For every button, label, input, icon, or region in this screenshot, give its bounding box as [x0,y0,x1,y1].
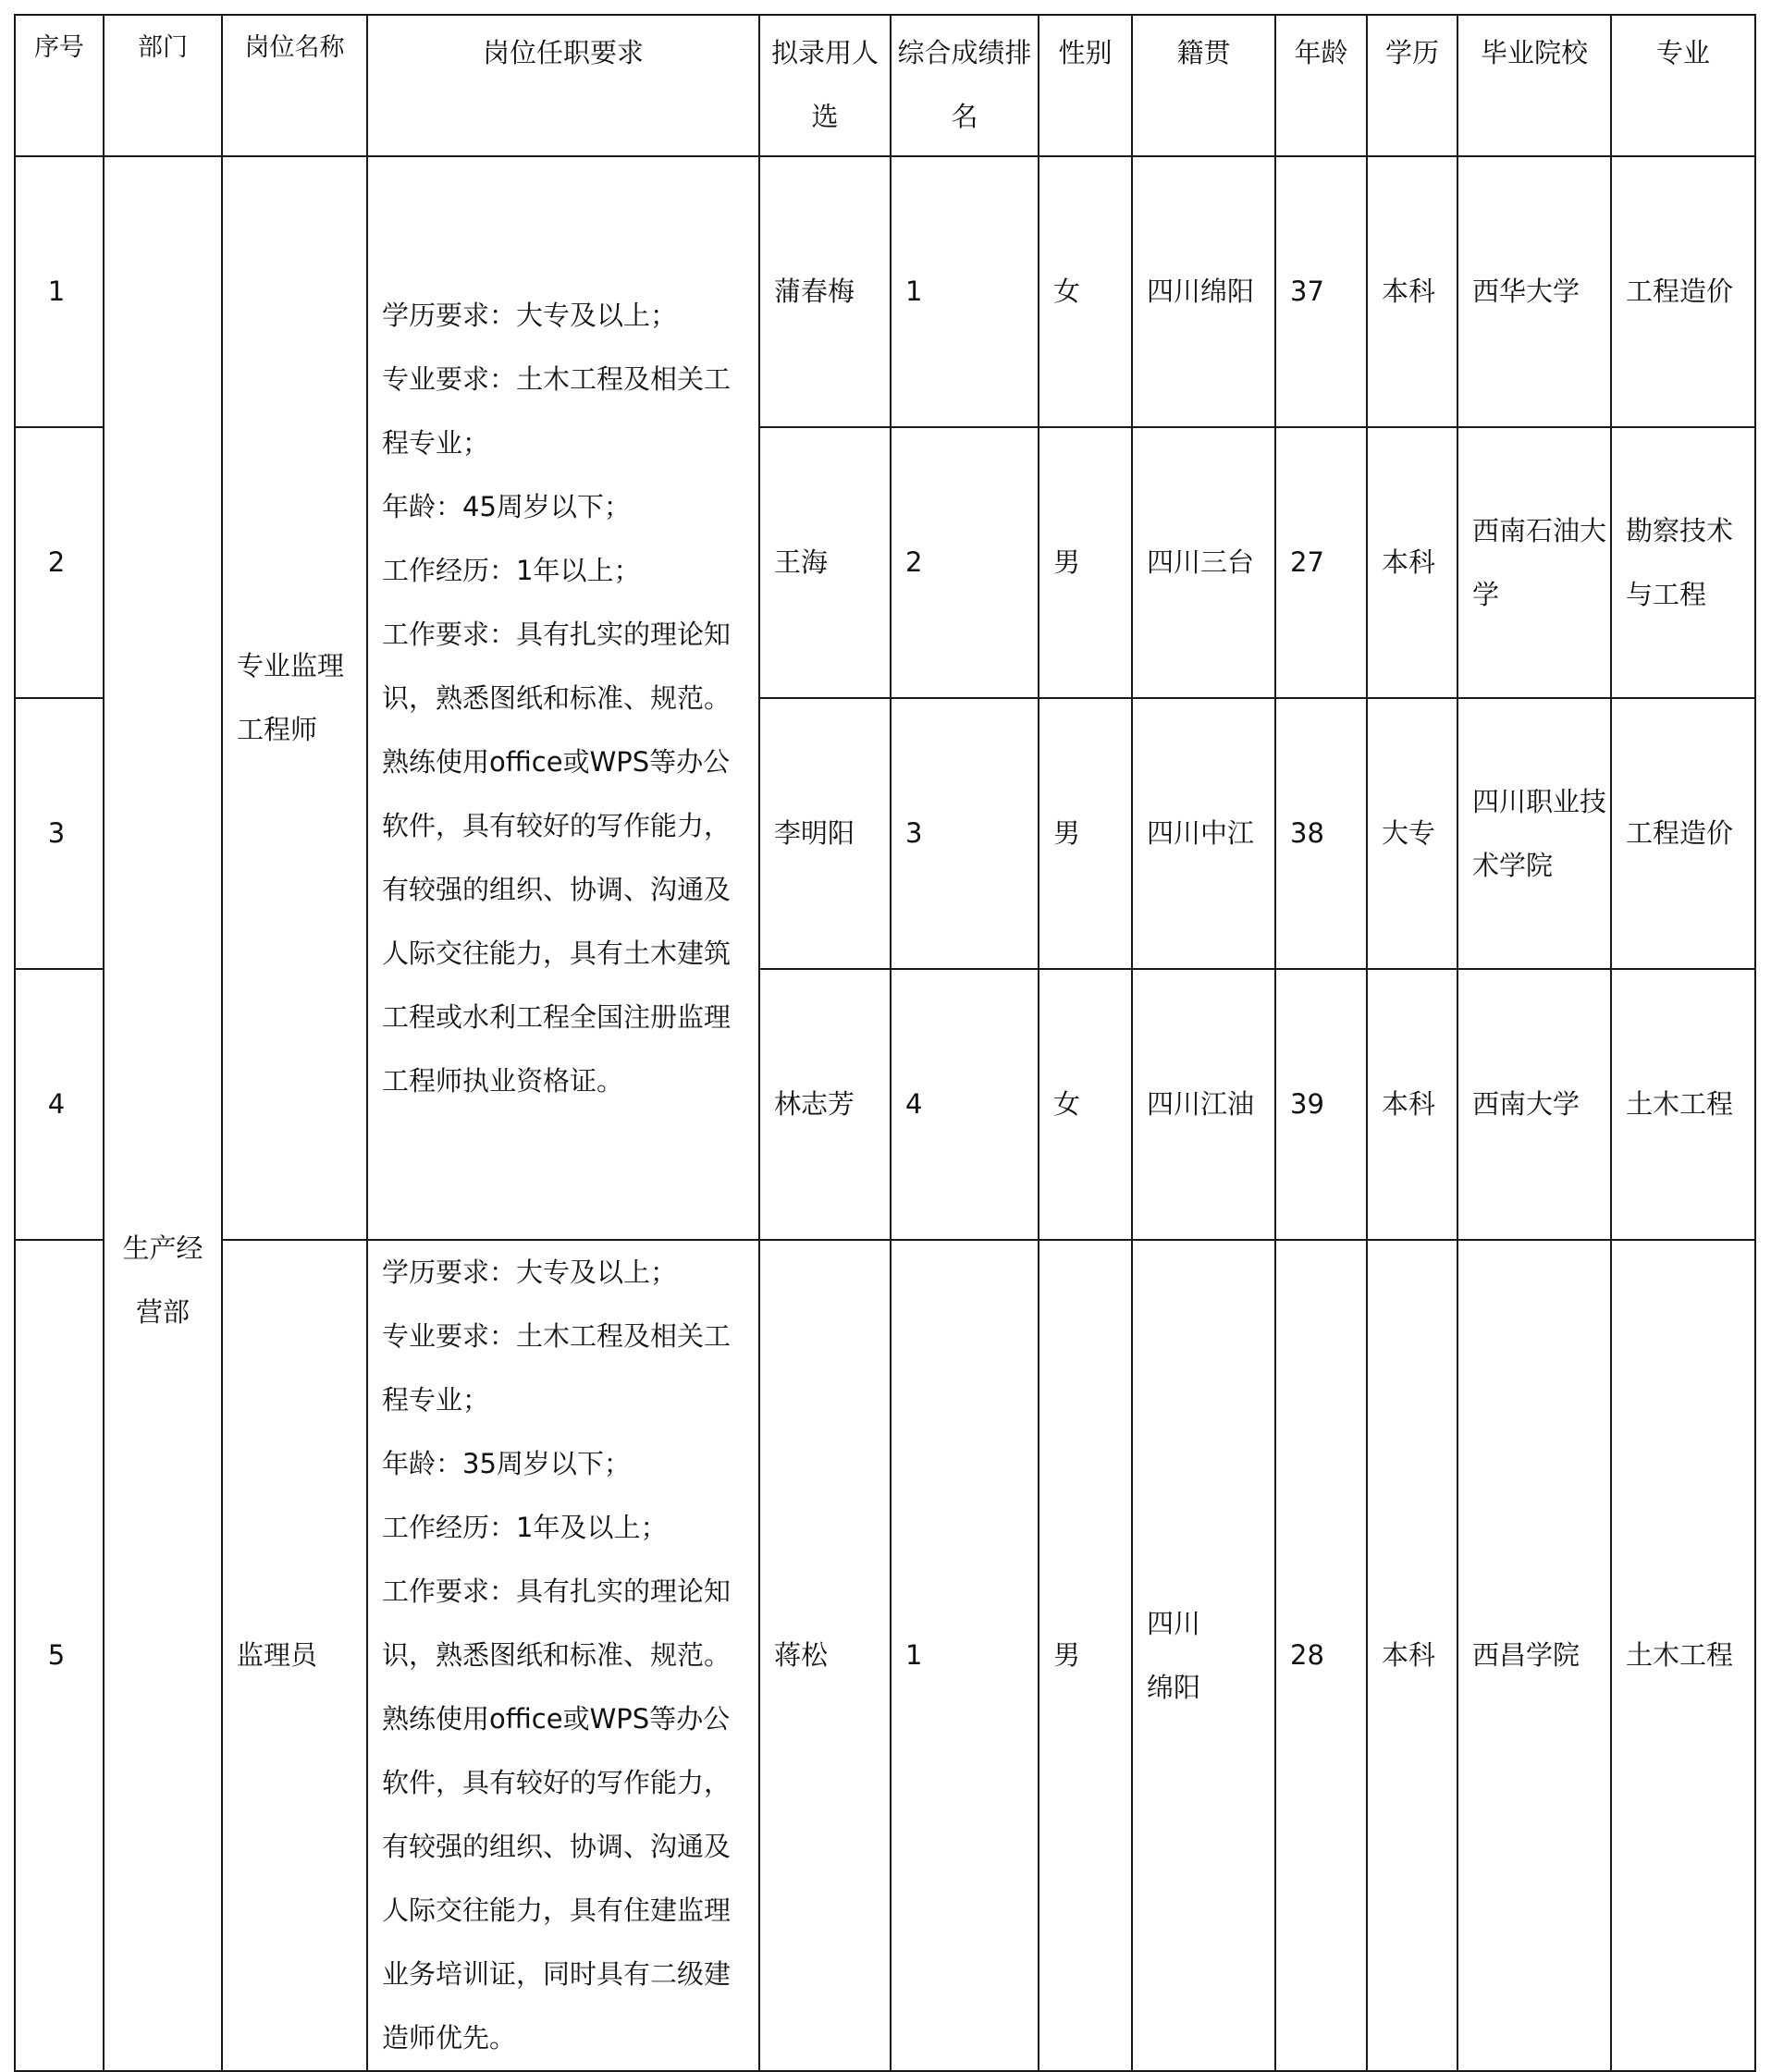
origin: 四川中江 [1132,698,1275,969]
origin-text: 四川绵阳 [1147,1607,1201,1703]
header-cell: 籍贯 [1132,15,1275,156]
major: 土木工程 [1611,969,1755,1240]
major: 勘察技术与工程 [1611,427,1755,698]
school: 四川职业技术学院 [1457,698,1611,969]
candidate-name: 王海 [759,427,891,698]
header-cell: 岗位名称 [222,15,367,156]
department-label: 生产经营部 [122,1232,203,1328]
department-cell [104,156,222,2071]
major: 土木工程 [1611,1240,1755,2071]
gender: 男 [1039,427,1132,698]
origin: 四川江油 [1132,969,1275,1240]
header-cell: 综合成绩排名 [891,15,1039,156]
school: 西华大学 [1457,156,1611,427]
candidate-name: 李明阳 [759,698,891,969]
header-cell: 岗位任职要求 [367,15,759,156]
requirement-line: 工作经历：1年及以上； [382,1512,668,1543]
row-number: 2 [15,427,104,698]
header-cell: 学历 [1367,15,1457,156]
row-number: 3 [15,698,104,969]
education: 本科 [1367,427,1457,698]
rank: 1 [891,1240,1039,2071]
gender: 男 [1039,698,1132,969]
table-row [15,1240,1755,2071]
header-cell: 拟录用人选 [759,15,891,156]
rank: 4 [891,969,1039,1240]
requirement-line: 年龄：45周岁以下； [382,490,631,522]
gender: 女 [1039,969,1132,1240]
requirements-cell [367,156,759,1240]
school: 西南石油大学 [1457,427,1611,698]
school: 西南大学 [1457,969,1611,1240]
recruitment-table [14,14,1756,2072]
origin [1132,1240,1275,2071]
education: 大专 [1367,698,1457,969]
header-cell: 部门 [104,15,222,156]
row-number: 1 [15,156,104,427]
age: 37 [1275,156,1367,427]
candidate-name: 蒲春梅 [759,156,891,427]
origin: 四川绵阳 [1132,156,1275,427]
major: 工程造价 [1611,156,1755,427]
requirement-line: 专业要求：土木工程及相关工程专业； [382,1320,732,1416]
requirement-line: 年龄：35周岁以下； [382,1448,631,1479]
candidate-name: 林志芳 [759,969,891,1240]
major: 工程造价 [1611,698,1755,969]
education: 本科 [1367,969,1457,1240]
position-name-cell [222,156,367,1240]
requirement-line: 工作要求：具有扎实的理论知识，熟悉图纸和标准、规范。熟练使用office或WPS等办公软件，具有较好的写作能力，有较强的组织、协调、沟通及人际交往能力，具有土木建筑工程或水利工程全国注册监理工程师执业资格证。 [382,618,732,1097]
school: 西昌学院 [1457,1240,1611,2071]
header-cell: 专业 [1611,15,1755,156]
requirement-line: 工作要求：具有扎实的理论知识，熟悉图纸和标准、规范。熟练使用office或WPS等办公软件，具有较好的写作能力，有较强的组织、协调、沟通及人际交往能力，具有住建监理业务培训证，同时具有二级建造师优先。 [382,1575,732,2054]
gender: 男 [1039,1240,1132,2071]
header-cell: 性别 [1039,15,1132,156]
rank: 2 [891,427,1039,698]
origin: 四川三台 [1132,427,1275,698]
position-name: 专业监理工程师 [237,650,345,745]
education: 本科 [1367,1240,1457,2071]
age: 28 [1275,1240,1367,2071]
header-cell: 毕业院校 [1457,15,1611,156]
education: 本科 [1367,156,1457,427]
requirement-line: 专业要求：土木工程及相关工程专业； [382,362,732,459]
row-number: 4 [15,969,104,1240]
age: 27 [1275,427,1367,698]
gender: 女 [1039,156,1132,427]
table-header-row [15,15,1755,156]
requirements-cell [367,1240,759,2071]
requirement-line: 学历要求：大专及以上； [382,299,678,331]
age: 38 [1275,698,1367,969]
rank: 1 [891,156,1039,427]
header-cell: 年龄 [1275,15,1367,156]
header-cell: 序号 [15,15,104,156]
age: 39 [1275,969,1367,1240]
candidate-name: 蒋松 [759,1240,891,2071]
rank: 3 [891,698,1039,969]
position-name: 监理员 [222,1240,367,2071]
requirement-line: 学历要求：大专及以上； [382,1257,678,1288]
requirement-line: 工作经历：1年以上； [382,554,641,586]
row-number: 5 [15,1240,104,2071]
table-row [15,156,1755,427]
